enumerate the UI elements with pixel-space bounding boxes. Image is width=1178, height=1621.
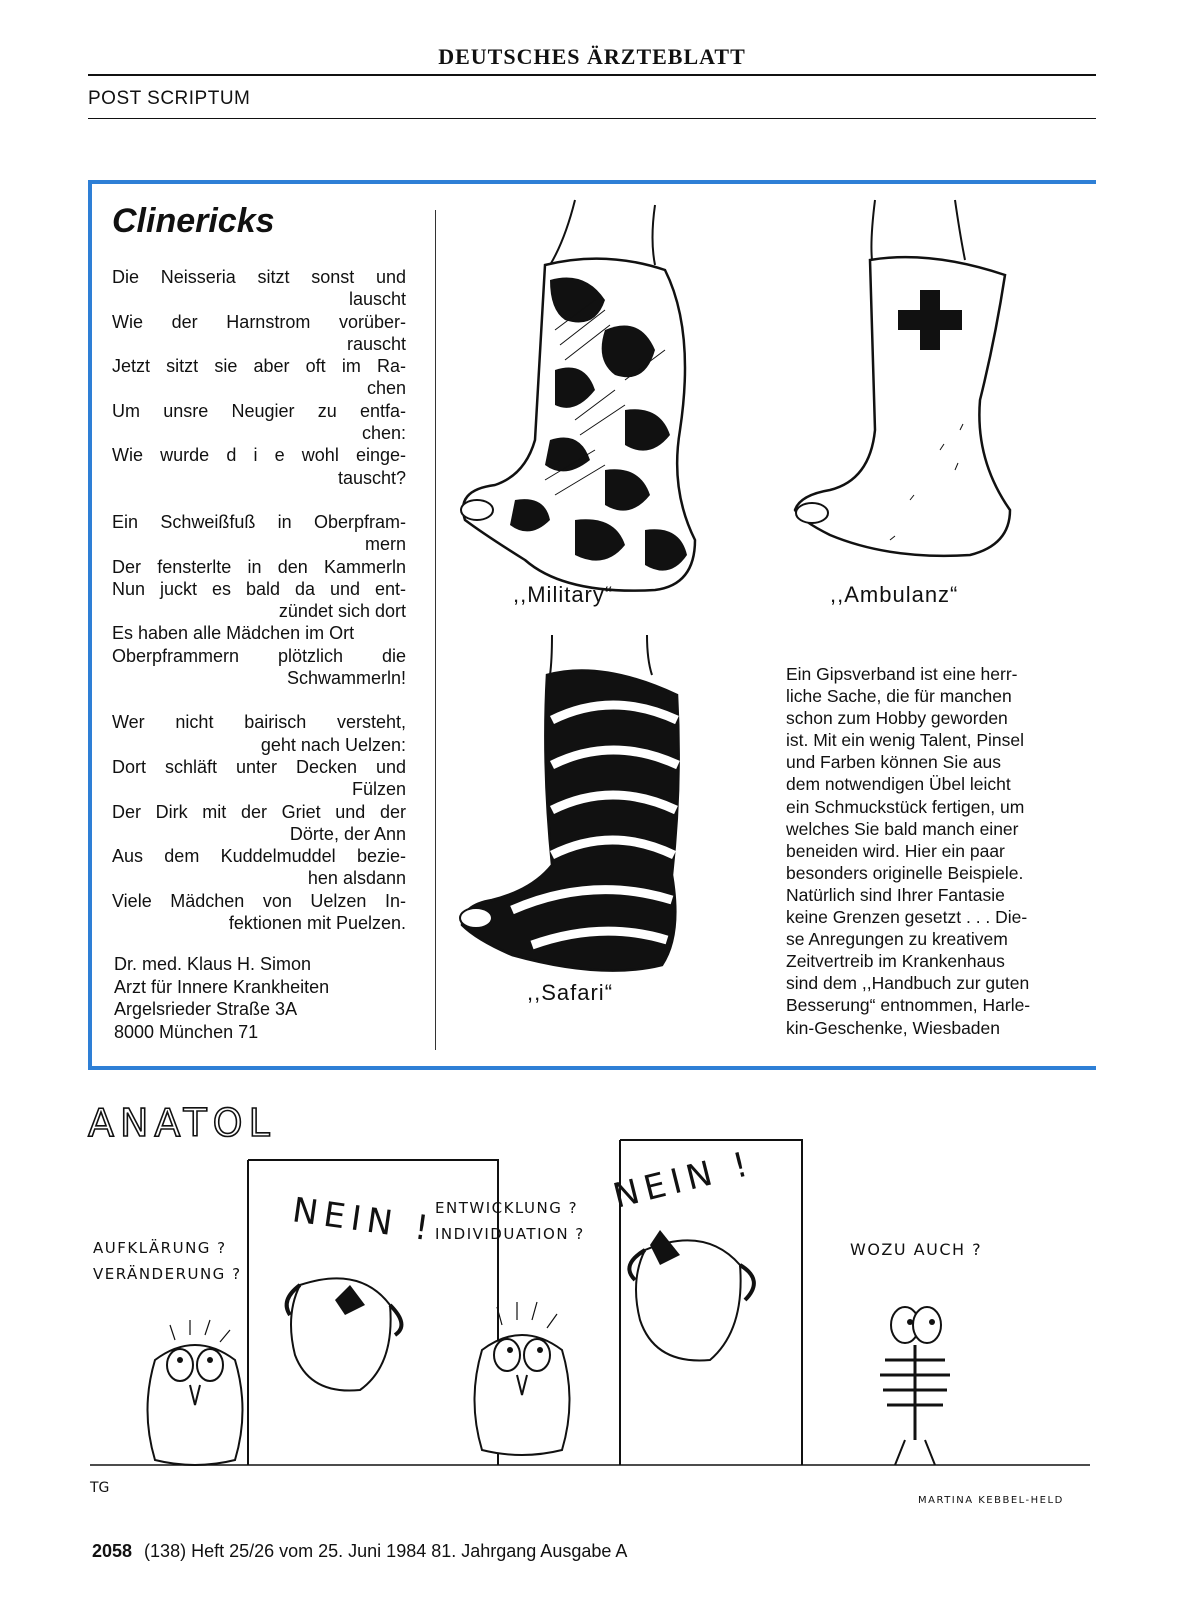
issue-info: (138) Heft 25/26 vom 25. Juni 1984 81. Jahrgang Ausgabe A [144, 1541, 628, 1561]
author-line: Argelsrieder Straße 3A [114, 999, 298, 1019]
description-line: kin-Geschenke, Wiesbaden [786, 1017, 1000, 1038]
ambulanz-leg-illustration [790, 200, 1050, 580]
description-line: beneiden wird. Hier ein paar [786, 840, 1005, 861]
article-title: Clinericks [112, 202, 275, 240]
poem-line: Dort schläft unter Decken und [112, 756, 406, 777]
poem-line: geht nach Uelzen: [260, 734, 406, 755]
poem-line: Schwammerln! [286, 668, 406, 689]
caption-ambulanz: ,,Ambulanz“ [830, 582, 959, 607]
panel-1-line-1: AUFKLÄRUNG ? [93, 1239, 227, 1257]
journal-masthead: DEUTSCHES ÄRZTEBLATT [438, 44, 746, 69]
stanza-gap [112, 689, 406, 711]
description-line: Natürlich sind Ihrer Fantasie [786, 884, 1005, 905]
comic-panel-1-text [93, 1235, 242, 1287]
comic-panel-2-shout: NEIN ! [289, 1190, 437, 1250]
anatol-bird-1 [135, 1320, 255, 1470]
author-line: Dr. med. Klaus H. Simon [114, 954, 312, 974]
poem-line: Ein Schweißfuß in Oberpfram- [112, 511, 406, 532]
description-line: und Farben können Sie aus [786, 752, 1002, 773]
description-line: Besserung“ entnommen, Harle- [786, 995, 1031, 1016]
poem-line: hen alsdann [307, 868, 406, 889]
anatol-title-lettering [88, 1100, 308, 1150]
poem-line: Fülzen [351, 779, 406, 800]
caption-military: ,,Military“ [513, 582, 614, 607]
military-leg-illustration [455, 200, 715, 600]
poem-line: Die Neisseria sitzt sonst und [112, 267, 406, 287]
description-line: Zeitvertreib im Krankenhaus [786, 951, 1005, 972]
poem-line: tauscht? [337, 467, 406, 488]
comic-panel-3-text [435, 1195, 585, 1247]
poem-line: Wie der Harnstrom vorüber- [112, 311, 406, 332]
header-rule [88, 74, 1096, 76]
page-footer [92, 1541, 627, 1562]
panel-3-line-2: INDIVIDUATION ? [435, 1225, 585, 1243]
anatol-bird-3 [462, 1300, 582, 1460]
poem-line: Wer nicht bairisch versteht, [112, 712, 406, 733]
page-number: 2058 [92, 1541, 133, 1561]
poem-line: Um unsre Neugier zu entfa- [112, 400, 406, 421]
artist-signature: MARTINA KEBBEL-HELD [918, 1495, 1064, 1506]
poem-text [112, 266, 406, 934]
poem-line: mern [364, 534, 406, 555]
panel-3-line-1: ENTWICKLUNG ? [435, 1199, 579, 1217]
description-line: liche Sache, die für manchen [786, 686, 1012, 707]
description-line: ein Schmuckstück fertigen, um [786, 796, 1025, 817]
poem-line: Der fensterlte in den Kammerln [112, 556, 406, 577]
description-line: Ein Gipsverband ist eine herr- [786, 664, 1018, 684]
poem-line: Nun juckt es bald da und ent- [112, 578, 406, 599]
author-line: 8000 München 71 [114, 1021, 259, 1042]
poem-line: chen [366, 378, 406, 399]
artist-initials: TG [90, 1480, 110, 1496]
poem-line: Aus dem Kuddelmuddel bezie- [112, 846, 406, 867]
author-block [114, 953, 329, 1043]
poem-line: lauscht [348, 289, 406, 310]
poem-line: chen: [361, 423, 406, 444]
poem-line: Oberpframmern plötzlich die [112, 645, 406, 666]
panel-1-line-2: VERÄNDERUNG ? [93, 1265, 242, 1283]
poem-line: Der Dirk mit der Griet und der [112, 801, 406, 822]
poem-line: Wie wurde d i e wohl einge- [112, 445, 406, 466]
description-line: ist. Mit ein wenig Talent, Pinsel [786, 730, 1024, 751]
article-description [786, 663, 1082, 1039]
anatol-bird-5-skeleton [855, 1290, 975, 1470]
stanza-gap [112, 489, 406, 511]
comic-panel-5-text: WOZU AUCH ? [850, 1240, 983, 1259]
poem-line: zündet sich dort [278, 601, 406, 622]
anatol-bird-4-shouting [615, 1220, 765, 1370]
safari-leg-illustration [452, 635, 712, 990]
poem-line: Jetzt sitzt sie aber oft im Ra- [112, 356, 406, 377]
section-label: POST SCRIPTUM [88, 88, 251, 109]
comic-panel-4-shout: NEIN ! [609, 1143, 758, 1217]
anatol-title: ANATOL [88, 1101, 276, 1145]
description-line: welches Sie bald manch einer [786, 818, 1019, 839]
caption-safari: ,,Safari“ [527, 980, 614, 1005]
poem-line: rauscht [346, 333, 406, 354]
description-line: dem notwendigen Übel leicht [786, 774, 1011, 795]
poem-line: Viele Mädchen von Uelzen In- [112, 890, 406, 911]
description-line: schon zum Hobby geworden [786, 708, 1008, 729]
description-line: se Anregungen zu kreativem [786, 929, 1008, 950]
description-line: keine Grenzen gesetzt . . . Die- [786, 907, 1028, 928]
poem-line: fektionen mit Puelzen. [228, 913, 406, 934]
section-rule [88, 118, 1096, 119]
description-line: besonders originelle Beispiele. [786, 862, 1024, 883]
column-divider [435, 210, 436, 1050]
author-line: Arzt für Innere Krankheiten [114, 976, 330, 997]
poem-line: Dörte, der Ann [289, 823, 406, 844]
poem-line: Es haben alle Mädchen im Ort [112, 623, 355, 644]
anatol-bird-2-shouting [270, 1265, 410, 1405]
description-line: sind dem ,,Handbuch zur guten [786, 973, 1030, 994]
